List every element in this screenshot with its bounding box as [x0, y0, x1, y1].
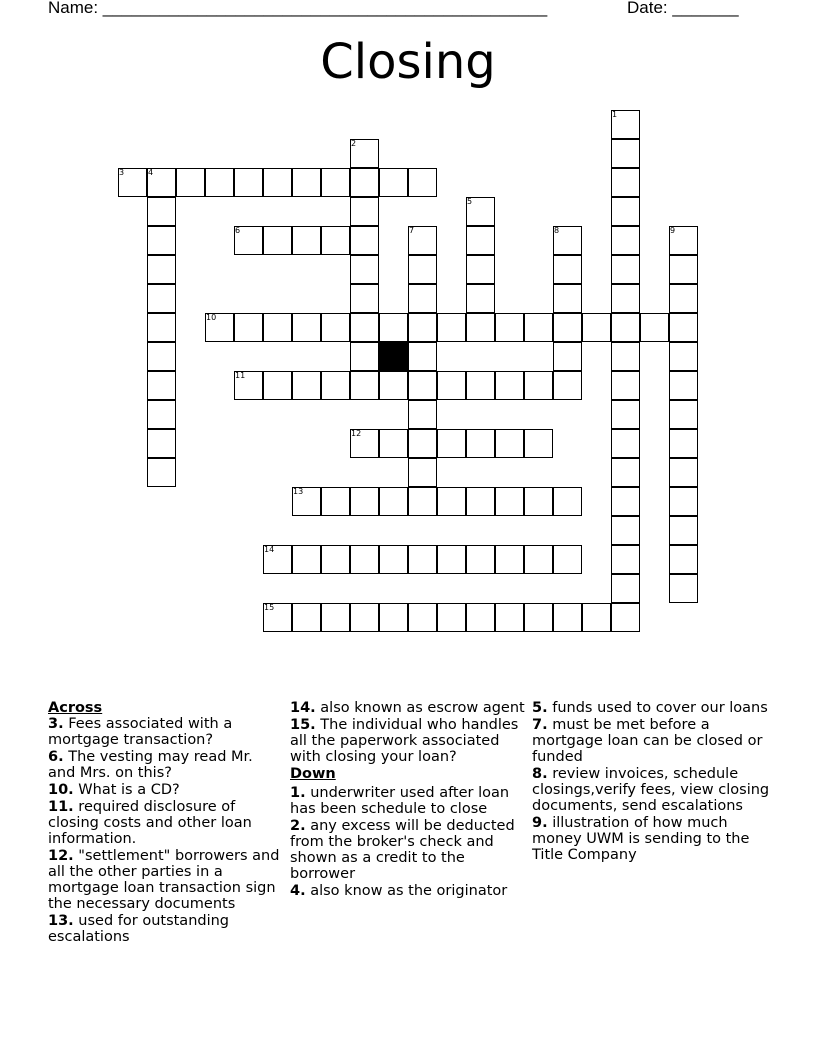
clue	[48, 799, 280, 847]
grid-cell[interactable]	[611, 139, 640, 168]
grid-cell[interactable]	[408, 284, 437, 313]
grid-cell[interactable]	[611, 458, 640, 487]
grid-cell[interactable]	[147, 284, 176, 313]
grid-cell[interactable]	[263, 226, 292, 255]
grid-cell[interactable]	[147, 342, 176, 371]
clue-num: 11.	[48, 799, 74, 815]
clue-num: 9.	[532, 815, 548, 831]
clue-num: 4.	[290, 883, 306, 899]
grid-cell[interactable]	[147, 429, 176, 458]
grid-cell[interactable]	[611, 400, 640, 429]
grid-cell[interactable]	[147, 255, 176, 284]
clue	[532, 815, 772, 863]
grid-cell[interactable]	[524, 313, 553, 342]
grid-cell[interactable]	[321, 168, 350, 197]
grid-cell[interactable]	[263, 313, 292, 342]
grid-cell[interactable]	[611, 516, 640, 545]
grid-cell[interactable]	[408, 487, 437, 516]
across-title: Across	[48, 700, 103, 716]
clue-number: 10	[206, 313, 217, 322]
grid-cell[interactable]	[147, 313, 176, 342]
clue-num: 10.	[48, 782, 74, 798]
grid-cell[interactable]	[466, 284, 495, 313]
grid-cell[interactable]	[437, 545, 466, 574]
grid-cell[interactable]	[582, 603, 611, 632]
clue-num: 6.	[48, 749, 64, 765]
clue-text: Fees associated with a mortgage transaction?	[48, 716, 233, 748]
grid-cell[interactable]	[611, 603, 640, 632]
grid-cell[interactable]	[611, 574, 640, 603]
grid-cell[interactable]	[321, 603, 350, 632]
grid-cell[interactable]	[234, 313, 263, 342]
clue-num: 15.	[290, 717, 316, 733]
grid-cell[interactable]	[553, 255, 582, 284]
grid-cell[interactable]	[669, 516, 698, 545]
grid-cell[interactable]	[437, 313, 466, 342]
grid-cell[interactable]	[292, 168, 321, 197]
grid-cell[interactable]	[379, 313, 408, 342]
clue-text: What is a CD?	[73, 782, 180, 798]
grid-cell[interactable]	[176, 168, 205, 197]
down-title: Down	[290, 766, 336, 782]
grid-cell[interactable]	[379, 603, 408, 632]
grid-cell[interactable]	[524, 603, 553, 632]
grid-cell[interactable]	[147, 226, 176, 255]
grid-cell[interactable]	[495, 487, 524, 516]
date-label: Date:	[627, 0, 673, 17]
clue-number: 3	[119, 168, 125, 177]
grid-cell[interactable]	[350, 342, 379, 371]
clue-number: 7	[409, 226, 415, 235]
grid-cell[interactable]	[669, 458, 698, 487]
grid-cell[interactable]	[669, 284, 698, 313]
grid-cell[interactable]	[611, 545, 640, 574]
grid-cell[interactable]	[292, 603, 321, 632]
grid-cell[interactable]	[234, 168, 263, 197]
grid-cell[interactable]	[466, 255, 495, 284]
grid-cell[interactable]	[408, 371, 437, 400]
clue-number: 9	[670, 226, 676, 235]
grid-cell[interactable]	[466, 371, 495, 400]
clue-num: 12.	[48, 848, 74, 864]
grid-cell[interactable]	[379, 371, 408, 400]
grid-cell[interactable]	[263, 371, 292, 400]
page-title: Closing	[320, 34, 496, 90]
clue	[532, 717, 772, 765]
grid-cell[interactable]	[553, 371, 582, 400]
clue-num: 14.	[290, 700, 316, 716]
grid-cell[interactable]	[292, 545, 321, 574]
grid-cell[interactable]	[408, 342, 437, 371]
grid-cell[interactable]	[147, 197, 176, 226]
grid-cell[interactable]	[350, 603, 379, 632]
grid-cell[interactable]	[669, 342, 698, 371]
grid-cell[interactable]	[408, 429, 437, 458]
grid-cell[interactable]	[350, 545, 379, 574]
grid-cell[interactable]	[350, 284, 379, 313]
clue-text: used for outstanding escalations	[48, 913, 230, 945]
clue-num: 8.	[532, 766, 548, 782]
grid-cell[interactable]	[437, 487, 466, 516]
grid-cell[interactable]	[350, 371, 379, 400]
clue-text: also known as escrow agent	[315, 700, 525, 716]
clue-text: The vesting may read Mr. and Mrs. on this?	[48, 749, 253, 781]
grid-cell[interactable]	[524, 545, 553, 574]
grid-cell[interactable]	[611, 371, 640, 400]
clue	[48, 716, 280, 748]
clue-number: 14	[264, 545, 275, 554]
grid-cell[interactable]	[379, 545, 408, 574]
grid-cell[interactable]	[553, 545, 582, 574]
grid-cell[interactable]	[524, 487, 553, 516]
grid-cell[interactable]	[553, 487, 582, 516]
grid-cell[interactable]	[350, 168, 379, 197]
grid-cell[interactable]	[553, 603, 582, 632]
grid-cell[interactable]	[611, 255, 640, 284]
grid-cell[interactable]	[466, 487, 495, 516]
grid-cell[interactable]	[669, 400, 698, 429]
clue	[290, 785, 526, 817]
clue	[532, 700, 772, 716]
grid-cell[interactable]	[466, 603, 495, 632]
clue-num: 1.	[290, 785, 306, 801]
grid-cell[interactable]	[147, 400, 176, 429]
clue-number: 8	[554, 226, 560, 235]
clue-text: must be met before a mortgage loan can be closed or funded	[532, 717, 763, 765]
grid-cell[interactable]	[495, 313, 524, 342]
grid-cell[interactable]	[582, 313, 611, 342]
grid-cell[interactable]	[350, 197, 379, 226]
clue	[48, 782, 280, 798]
clue-text: "settlement" borrowers and all the other parties in a mortgage loan transaction sign the necessary documents	[48, 848, 280, 912]
clue-number: 5	[467, 197, 473, 206]
grid-cell[interactable]	[379, 429, 408, 458]
grid-cell[interactable]	[321, 487, 350, 516]
grid-cell[interactable]	[495, 545, 524, 574]
grid-cell[interactable]	[669, 487, 698, 516]
clue	[532, 766, 772, 814]
grid-cell[interactable]	[321, 545, 350, 574]
grid-cell[interactable]	[408, 400, 437, 429]
grid-cell[interactable]	[379, 168, 408, 197]
grid-cell[interactable]	[408, 168, 437, 197]
clue-text: The individual who handles all the paperwork associated with closing your loan?	[290, 717, 519, 765]
clues-column-2	[290, 700, 526, 900]
clues-column-3	[532, 700, 772, 864]
clue-num: 3.	[48, 716, 64, 732]
grid-cell[interactable]	[408, 458, 437, 487]
clue-num: 13.	[48, 913, 74, 929]
clue-num: 2.	[290, 818, 306, 834]
clue-num: 5.	[532, 700, 548, 716]
grid-cell[interactable]	[408, 255, 437, 284]
clue-text: required disclosure of closing costs and other loan information.	[48, 799, 252, 847]
grid-cell[interactable]	[553, 342, 582, 371]
grid-cell[interactable]	[611, 284, 640, 313]
clue-text: any excess will be deducted from the broker's check and shown as a credit to the borrower	[290, 818, 515, 882]
clue-number: 12	[351, 429, 362, 438]
grid-cell[interactable]	[437, 429, 466, 458]
clue-num: 7.	[532, 717, 548, 733]
grid-cell[interactable]	[669, 255, 698, 284]
grid-cell[interactable]	[408, 603, 437, 632]
clue-text: funds used to cover our loans	[547, 700, 768, 716]
grid-cell[interactable]	[611, 168, 640, 197]
clue-text: review invoices, schedule closings,verify fees, view closing documents, send escalations	[532, 766, 770, 814]
name-label: Name:	[48, 0, 103, 17]
grid-cell[interactable]	[205, 168, 234, 197]
grid-cell[interactable]	[553, 284, 582, 313]
clue-number: 13	[293, 487, 304, 496]
grid-cell[interactable]	[466, 226, 495, 255]
clue	[290, 700, 526, 716]
grid-cell[interactable]	[147, 458, 176, 487]
clue	[290, 818, 526, 882]
grid-cell[interactable]	[640, 313, 669, 342]
clue	[48, 749, 280, 781]
grid-cell[interactable]	[379, 487, 408, 516]
grid-cell[interactable]	[350, 487, 379, 516]
clue	[48, 913, 280, 945]
grid-cell[interactable]	[350, 313, 379, 342]
clue	[290, 717, 526, 765]
grid-cell[interactable]	[437, 371, 466, 400]
grid-cell[interactable]	[553, 313, 582, 342]
grid-cell[interactable]	[669, 429, 698, 458]
grid-cell[interactable]	[263, 168, 292, 197]
grid-cell[interactable]	[611, 429, 640, 458]
grid-cell[interactable]	[611, 313, 640, 342]
grid-cell[interactable]	[466, 545, 495, 574]
grid-cell[interactable]	[495, 603, 524, 632]
grid-cell[interactable]	[350, 255, 379, 284]
clue-number: 2	[351, 139, 357, 148]
grid-cell[interactable]	[466, 429, 495, 458]
clues-column-1	[48, 700, 280, 946]
clue-text: also know as the originator	[305, 883, 508, 899]
grid-cell[interactable]	[611, 342, 640, 371]
clue-number: 15	[264, 603, 275, 612]
grid-cell[interactable]	[669, 371, 698, 400]
grid-cell[interactable]	[611, 487, 640, 516]
grid-cell[interactable]	[669, 545, 698, 574]
clue-number: 4	[148, 168, 154, 177]
grid-cell[interactable]	[321, 226, 350, 255]
grid-cell[interactable]	[292, 371, 321, 400]
grid-cell[interactable]	[350, 226, 379, 255]
grid-cell[interactable]	[669, 313, 698, 342]
grid-cell[interactable]	[321, 371, 350, 400]
clue	[290, 883, 526, 899]
date-field[interactable]: _______	[672, 0, 739, 17]
grid-cell[interactable]	[495, 371, 524, 400]
grid-cell[interactable]	[321, 313, 350, 342]
grid-cell[interactable]	[408, 545, 437, 574]
clue-number: 1	[612, 110, 618, 119]
blocked-cell	[379, 342, 408, 371]
grid-cell[interactable]	[524, 429, 553, 458]
grid-cell[interactable]	[611, 197, 640, 226]
grid-cell[interactable]	[292, 313, 321, 342]
clue-number: 11	[235, 371, 246, 380]
clue-number: 6	[235, 226, 241, 235]
grid-cell[interactable]	[437, 603, 466, 632]
grid-cell[interactable]	[408, 313, 437, 342]
clue-text: illustration of how much money UWM is sending to the Title Company	[532, 815, 750, 863]
grid-cell[interactable]	[611, 226, 640, 255]
grid-cell[interactable]	[466, 313, 495, 342]
grid-cell[interactable]	[292, 226, 321, 255]
grid-cell[interactable]	[495, 429, 524, 458]
clue-text: underwriter used after loan has been schedule to close	[290, 785, 510, 817]
grid-cell[interactable]	[524, 371, 553, 400]
clue	[48, 848, 280, 912]
grid-cell[interactable]	[147, 371, 176, 400]
name-field[interactable]: _______________________________________________	[102, 0, 548, 17]
grid-cell[interactable]	[669, 574, 698, 603]
